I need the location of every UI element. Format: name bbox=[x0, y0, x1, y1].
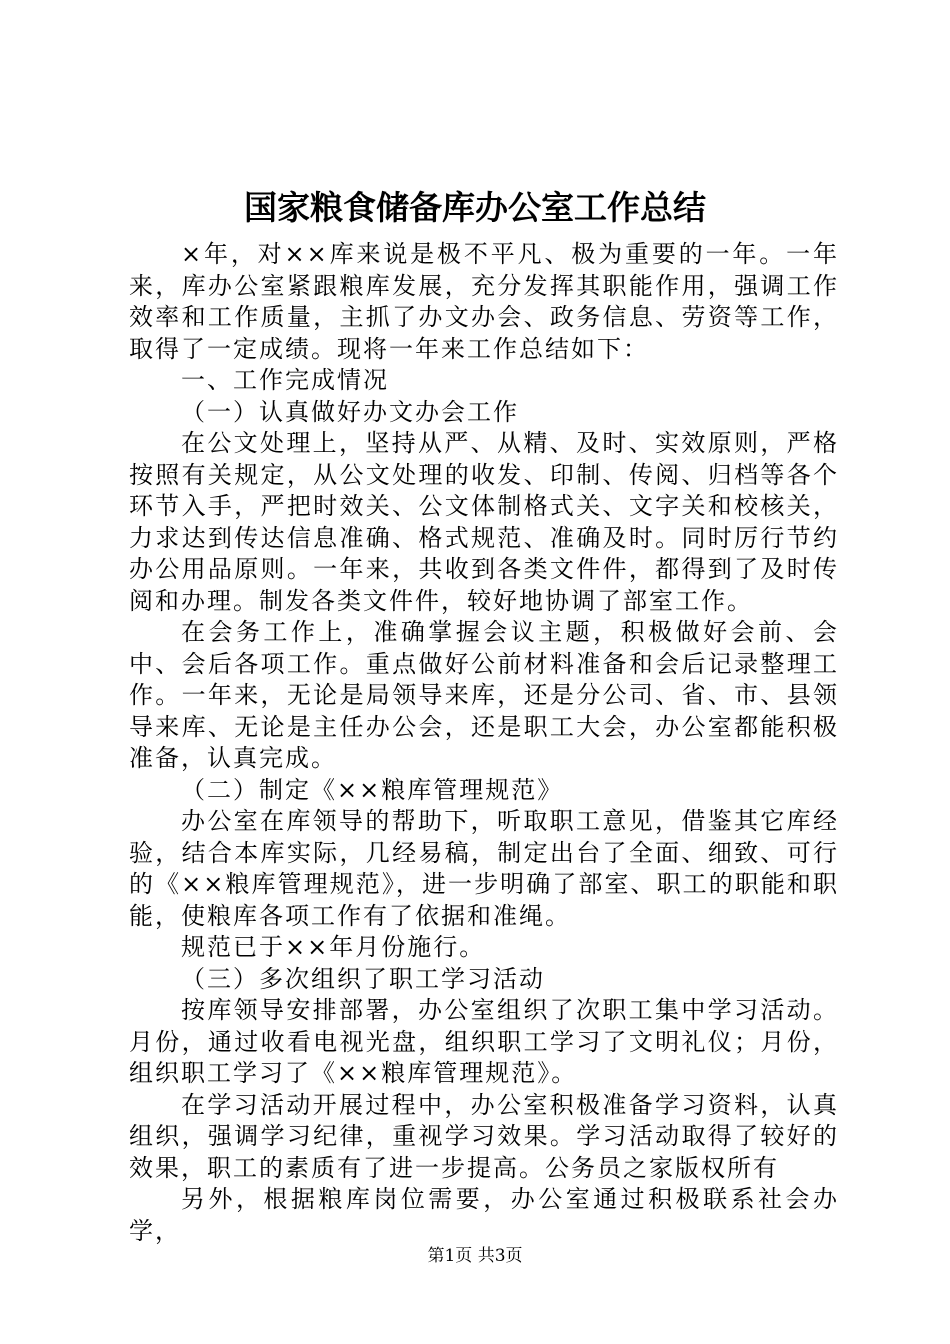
subheading-3: （三）多次组织了职工学习活动 bbox=[181, 964, 545, 993]
paragraph-additional: 另外，根据粮库岗位需要，办公室通过积极联系社会办学， bbox=[129, 1185, 839, 1245]
document-title: 国家粮食储备库办公室工作总结 bbox=[244, 188, 706, 227]
paragraph-study-process: 在学习活动开展过程中，办公室积极准备学习资料，认真组织，强调学习纪律，重视学习效果。学习活动取得了较好的效果，职工的素质有了进一步提高。公务员之家版权所有 bbox=[129, 1090, 839, 1182]
document-body bbox=[129, 239, 839, 1247]
subheading-2: （二）制定《××粮库管理规范》 bbox=[181, 775, 564, 804]
paragraph-intro: ×年，对××库来说是极不平凡、极为重要的一年。一年来，库办公室紧跟粮库发展，充分发挥其职能作用，强调工作效率和工作质量，主抓了办文办会、政务信息、劳资等工作，取得了一定成绩。现将一年来工作总结如下： bbox=[129, 240, 839, 363]
paragraph-meeting-work: 在会务工作上，准确掌握会议主题，积极做好会前、会中、会后各项工作。重点做好公前材料准备和会后记录整理工作。一年来，无论是局领导来库，还是分公司、省、市、县领导来库、无论是主任办公会，还是职工大会，办公室都能积极准备，认真完成。 bbox=[129, 618, 839, 772]
paragraph-regulations: 办公室在库领导的帮助下，听取职工意见，借鉴其它库经验，结合本库实际，几经易稿，制定出台了全面、细致、可行的《××粮库管理规范》，进一步明确了部室、职工的职能和职能，使粮库各项工作有了依据和准绳。 bbox=[129, 807, 839, 930]
heading-section-1: 一、工作完成情况 bbox=[181, 366, 389, 394]
subheading-1: （一）认真做好办文办会工作 bbox=[181, 397, 519, 426]
paragraph-document-handling: 在公文处理上，坚持从严、从精、及时、实效原则，严格按照有关规定，从公文处理的收发、印制、传阅、归档等各个环节入手，严把时效关、公文体制格式关、文字关和校核关，力求达到传达信息准确、格式规范、准确及时。同时厉行节约办公用品原则。一年来，共收到各类文件件，都得到了及时传阅和办理。制发各类文件件，较好地协调了部室工作。 bbox=[129, 429, 839, 615]
paragraph-regulations-effective: 规范已于××年月份施行。 bbox=[181, 933, 486, 961]
paragraph-study-activities: 按库领导安排部署，办公室组织了次职工集中学习活动。月份，通过收看电视光盘，组织职工学习了文明礼仪；月份，组织职工学习了《××粮库管理规范》。 bbox=[129, 996, 839, 1087]
page-footer: 第1页 共3页 bbox=[427, 1246, 523, 1266]
